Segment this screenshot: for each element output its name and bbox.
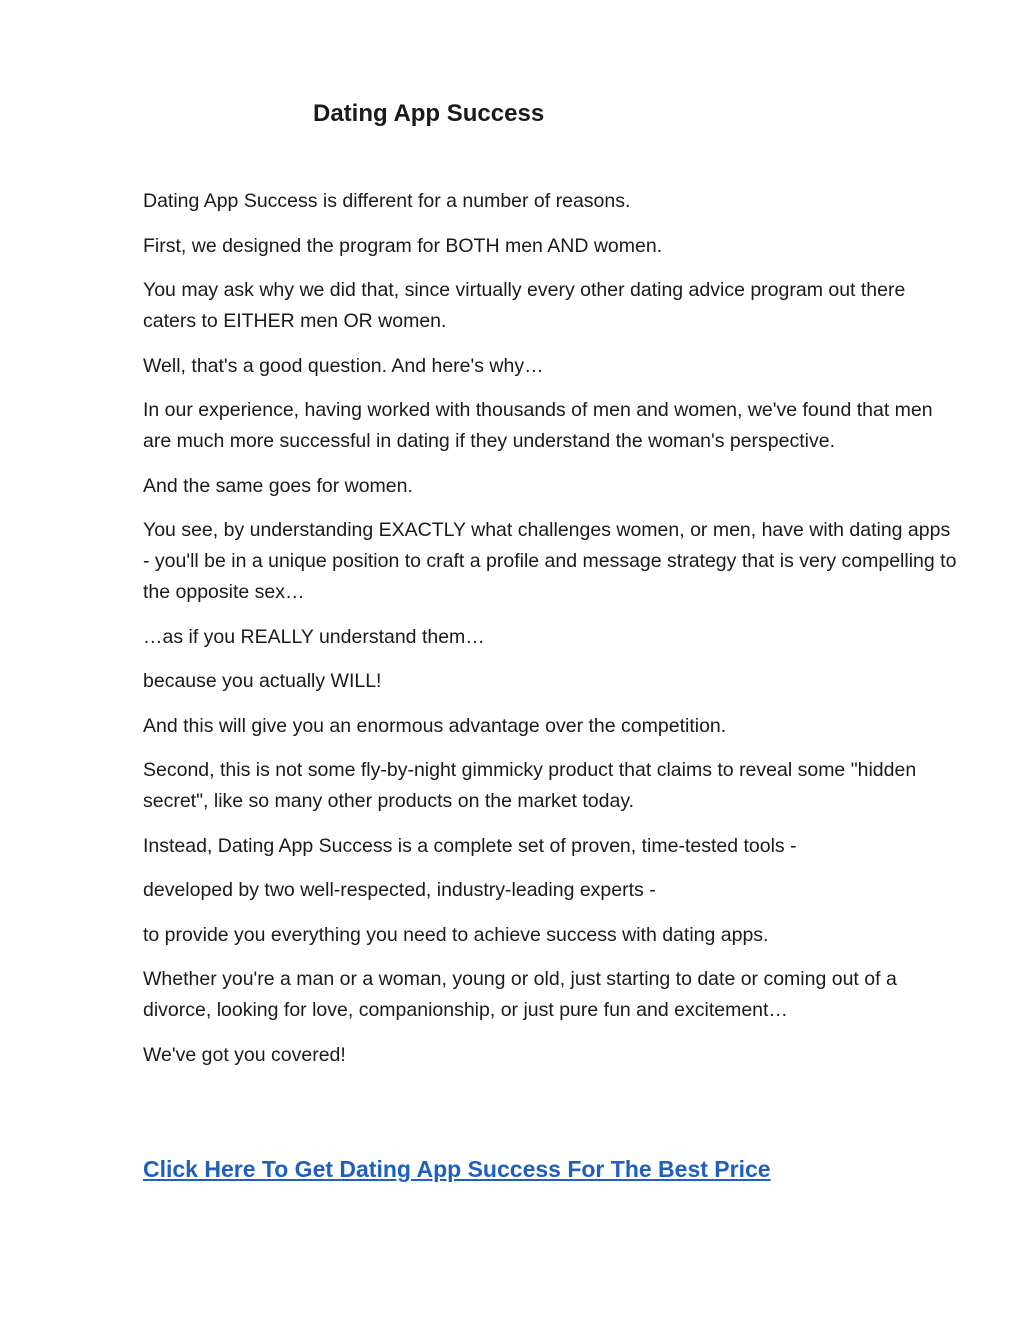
paragraph: We've got you covered! [143, 1043, 346, 1066]
paragraph: You may ask why we did that, since virtually every other dating advice program out there caters to EITHER men OR women. [143, 279, 906, 332]
paragraph: And the same goes for women. [143, 474, 413, 497]
article-body [143, 186, 958, 1084]
paragraph: because you actually WILL! [143, 670, 382, 692]
paragraph: Well, that's a good question. And here's why… [143, 354, 544, 377]
paragraph: to provide you everything you need to achieve success with dating apps. [143, 923, 769, 946]
paragraph: …as if you REALLY understand them… [143, 625, 485, 648]
paragraph: Instead, Dating App Success is a complete set of proven, time-tested tools - [143, 834, 797, 857]
paragraph: developed by two well-respected, industry-leading experts - [143, 879, 656, 901]
page-title: Dating App Success [313, 100, 545, 127]
paragraph: In our experience, having worked with thousands of men and women, we've found that men are much more successful in dating if they understand the woman's perspective. [143, 399, 933, 452]
paragraph: And this will give you an enormous advantage over the competition. [143, 714, 727, 737]
paragraph: Whether you're a man or a woman, young or old, just starting to date or coming out of a divorce, looking for love, companionship, or just pure fun and excitement… [143, 968, 897, 1021]
cta-link[interactable]: Click Here To Get Dating App Success For The Best Price [143, 1156, 771, 1182]
paragraph: First, we designed the program for BOTH men AND women. [143, 234, 663, 257]
paragraph: You see, by understanding EXACTLY what challenges women, or men, have with dating apps - you'll be in a unique position to craft a profile and message strategy that is very compelling to the opposite sex… [143, 519, 957, 603]
paragraph: Second, this is not some fly-by-night gimmicky product that claims to reveal some "hidden secret", like so many other products on the market today. [143, 759, 917, 812]
paragraph: Dating App Success is different for a number of reasons. [143, 190, 631, 212]
